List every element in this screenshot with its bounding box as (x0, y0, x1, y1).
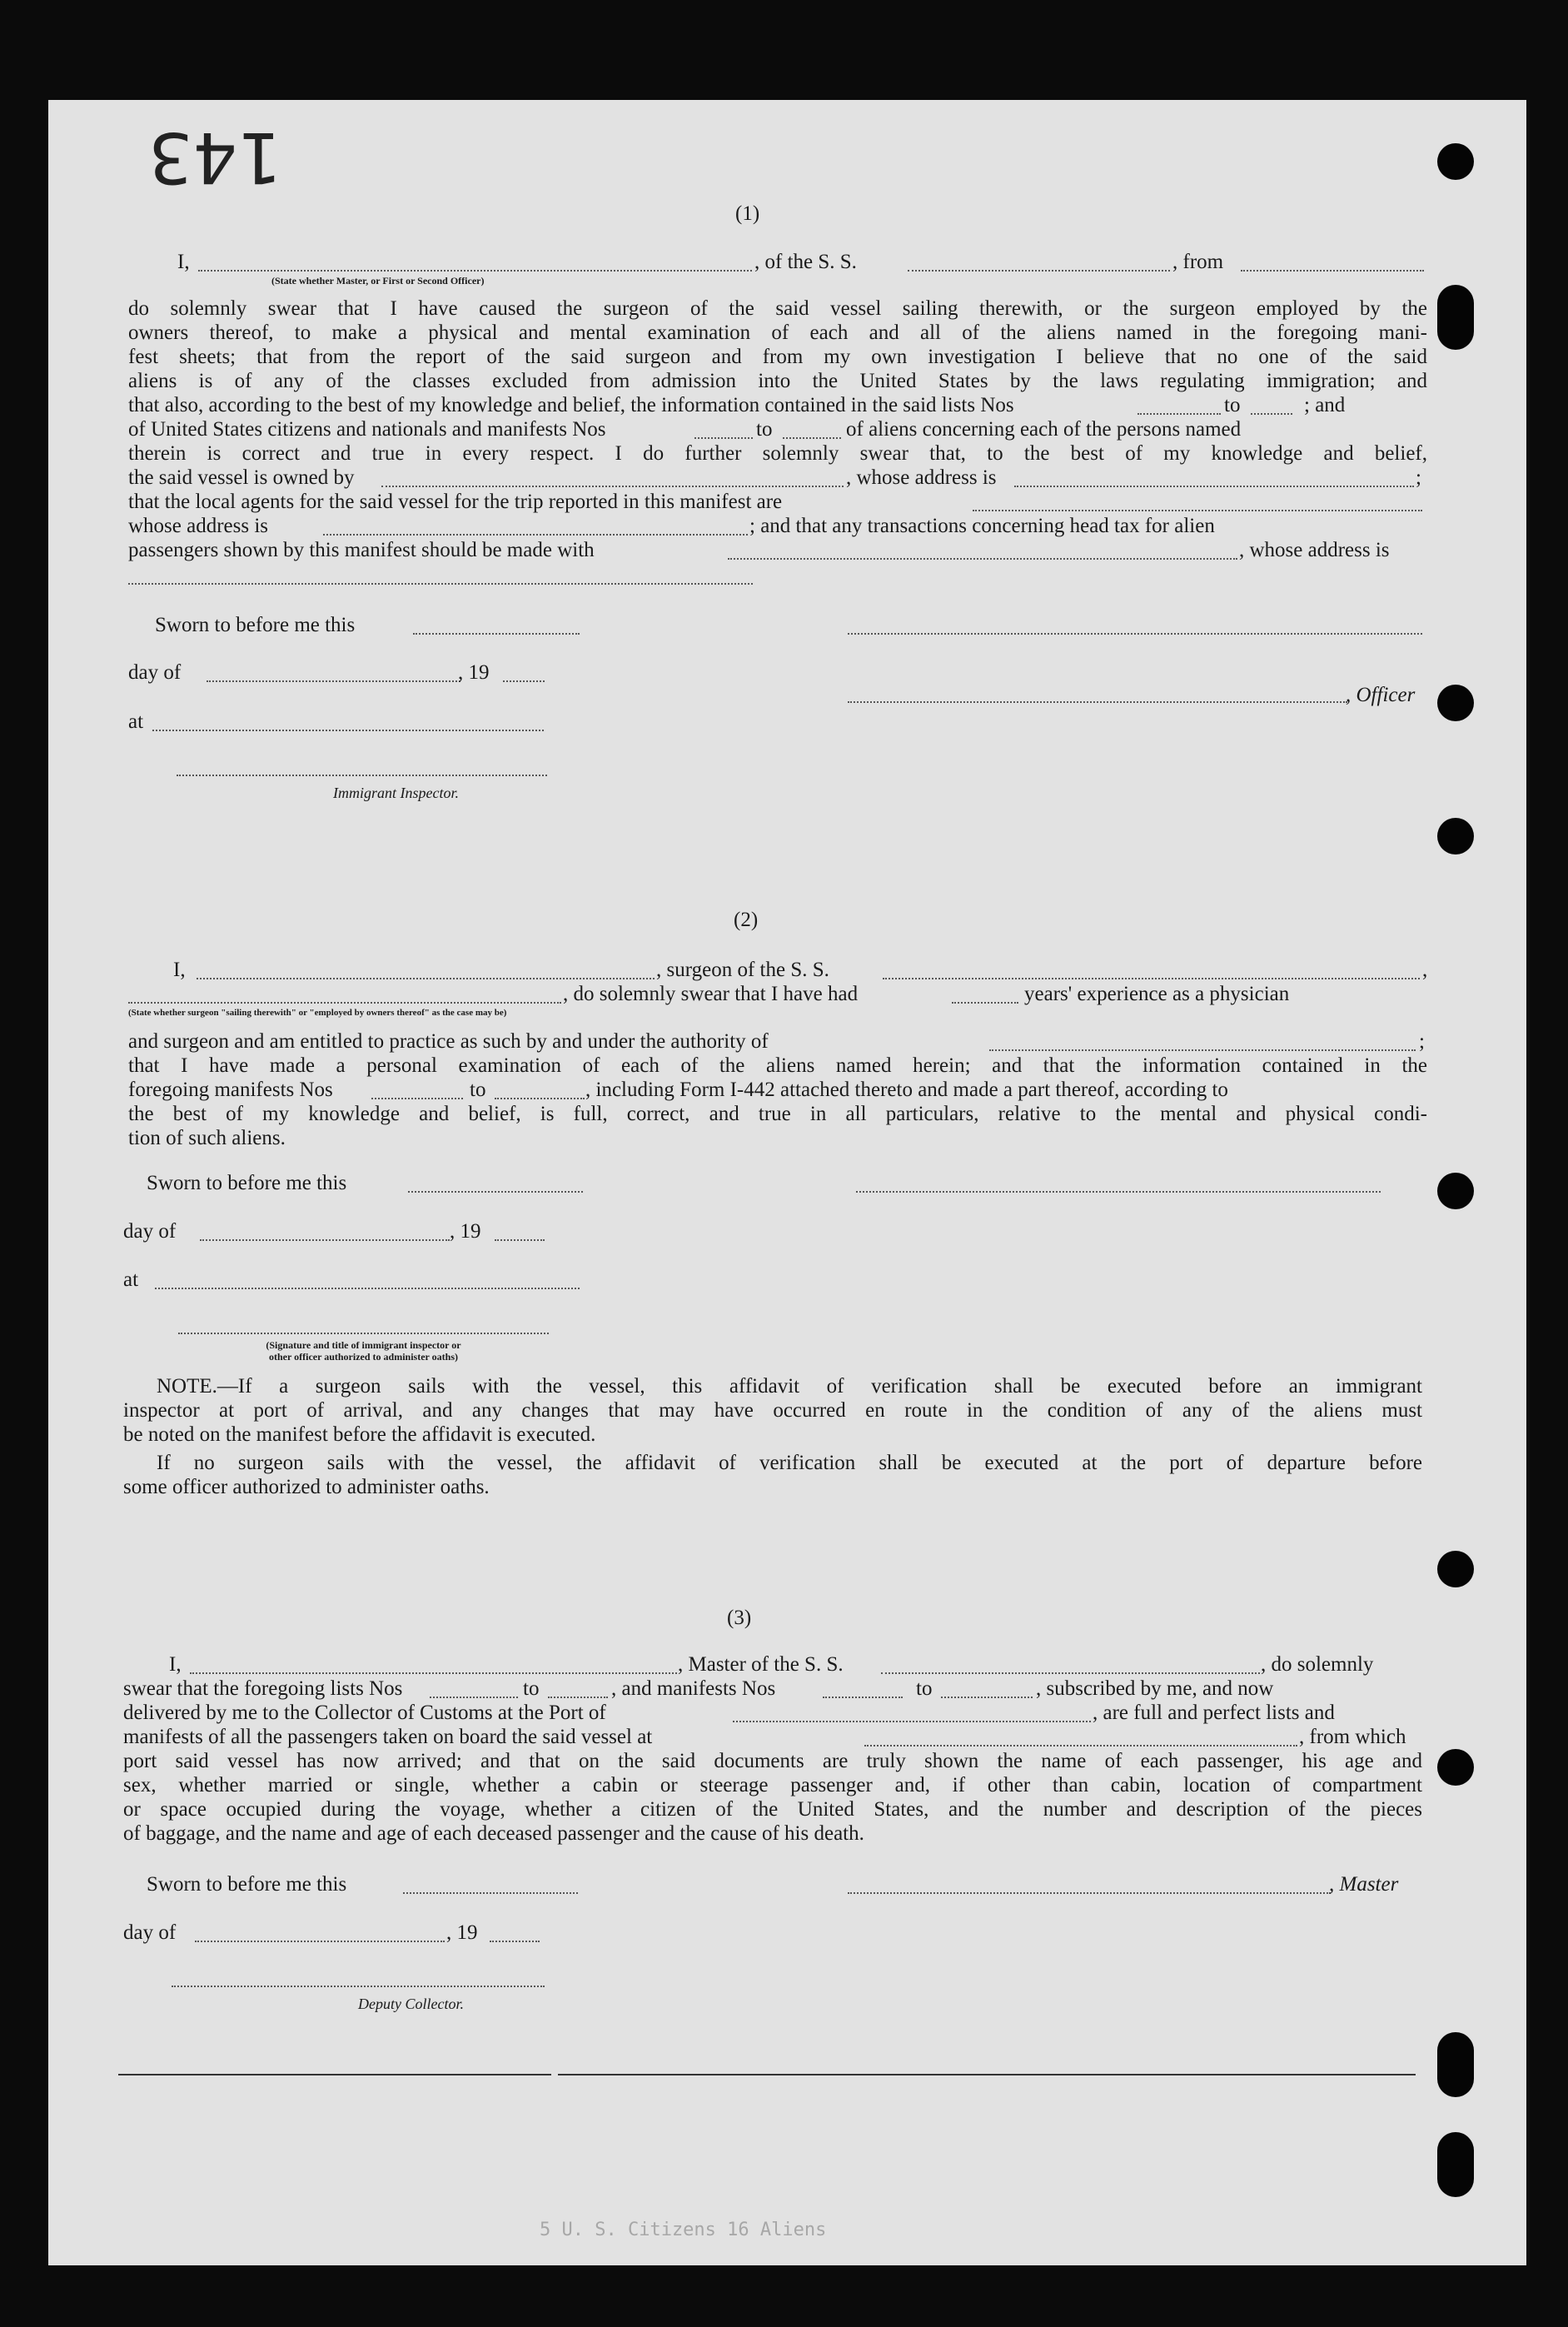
s3-master-of: , Master of the S. S. (678, 1653, 844, 1676)
s1-i-label: I, (177, 251, 190, 273)
s1-body-line: that the local agents for the said vessel for the trip reported in this manifest are (128, 491, 783, 513)
s1-semicolon: ; (1416, 466, 1421, 489)
s3-year-label: , 19 (446, 1921, 478, 1944)
s2-to-label: to (470, 1079, 486, 1101)
s2-tion: tion of such aliens. (128, 1127, 286, 1149)
s2-note-line: If no surgeon sails with the vessel, the affidavit of verification shall be executed at the port of departure before (157, 1452, 1422, 1474)
s1-officer-signature-line (848, 633, 1422, 635)
s2-sig-label-1: (Signature and title of immigrant inspector or (266, 1339, 461, 1351)
section-3-number: (3) (727, 1607, 752, 1629)
section-2-number: (2) (734, 909, 759, 931)
punch-hole (1437, 2132, 1474, 2197)
s1-transactions: ; and that any transactions concerning head tax for alien (749, 515, 1215, 537)
s1-to-label: to (1224, 394, 1241, 416)
s3-day-of-label: day of (123, 1921, 177, 1944)
s2-personal: that I have made a personal examination of each of the aliens named herein; and that the information contained in the (128, 1054, 1427, 1077)
s3-body-line: port said vessel has now arrived; and that on the said documents are truly shown the name of each passenger, his age and (123, 1750, 1422, 1772)
punch-hole (1437, 685, 1474, 721)
s2-foregoing: foregoing manifests Nos (128, 1079, 333, 1101)
s1-whose-address: , whose address is (846, 466, 997, 489)
s2-best: the best of my knowledge and belief, is full, correct, and true in all particulars, relative to the mental and physical condi- (128, 1103, 1427, 1125)
s2-note-line: inspector at port of arrival, and any changes that may have occurred en route in the condition of any of the aliens must (123, 1399, 1422, 1422)
s2-year-label: , 19 (450, 1220, 481, 1243)
s2-sig-label-2: other officer authorized to administer oaths) (269, 1351, 458, 1363)
s1-inspector-label: Immigrant Inspector. (333, 785, 459, 801)
s1-body-line: owners thereof, to make a physical and mental examination of each and all of the aliens named in the foregoing mani- (128, 321, 1427, 344)
s2-note-line: some officer authorized to administer oaths. (123, 1476, 490, 1498)
s3-master-label: , Master (1329, 1873, 1399, 1896)
bleedthrough-tally: 5 U. S. Citizens 16 Aliens (540, 2220, 827, 2240)
s1-body-line: of United States citizens and nationals and manifests Nos (128, 418, 606, 441)
s1-body-line: whose address is (128, 515, 269, 537)
s3-line4a: manifests of all the passengers taken on board the said vessel at (123, 1726, 653, 1748)
s2-semicolon: ; (1419, 1030, 1425, 1053)
s2-do-solemnly: , do solemnly swear that I have had (563, 983, 859, 1005)
s1-body-line: do solemnly swear that I have caused the surgeon of the said vessel sailing therewith, or the surgeon employed by the (128, 297, 1427, 320)
s3-line4b: , from which (1299, 1726, 1406, 1748)
s1-to-label: to (756, 418, 773, 441)
s1-day-of-label: day of (128, 661, 182, 684)
s1-body-line: the said vessel is owned by (128, 466, 355, 489)
s3-master-signature-line (848, 1892, 1331, 1894)
bottom-rule (118, 2074, 551, 2075)
s1-officer-sublabel: (State whether Master, or First or Second Officer) (271, 275, 485, 287)
s3-line2a: swear that the foregoing lists Nos (123, 1677, 403, 1700)
s1-sworn-label: Sworn to before me this (155, 614, 356, 636)
s2-note-line: NOTE.—If a surgeon sails with the vessel, this affidavit of verification shall be executed before an immigrant (157, 1375, 1422, 1398)
section-1-number: (1) (735, 202, 760, 225)
s1-of-aliens: of aliens concerning each of the persons named (846, 418, 1242, 441)
handwritten-page-number: 143 (148, 117, 282, 198)
s1-inspector-signature-line (177, 775, 547, 776)
s2-surgeon-signature-line (856, 1191, 1381, 1193)
s1-from-label: , from (1172, 251, 1224, 273)
s3-line2b: , and manifests Nos (611, 1677, 776, 1700)
manifest-page (48, 100, 1526, 2265)
s3-body-line: sex, whether married or single, whether a cabin or steerage passenger and, if other than cabin, location of compartment (123, 1774, 1422, 1796)
s2-i-label: I, (173, 959, 186, 981)
punch-hole (1437, 1551, 1474, 1587)
s3-i-label: I, (169, 1653, 182, 1676)
s3-line2c: , subscribed by me, and now (1036, 1677, 1274, 1700)
punch-hole (1437, 1749, 1474, 1786)
s1-whose-address-end: , whose address is (1239, 539, 1390, 561)
punch-hole (1437, 818, 1474, 855)
s2-inspector-signature-line (178, 1333, 549, 1334)
punch-hole (1437, 285, 1474, 350)
s2-sworn-label: Sworn to before me this (147, 1172, 347, 1194)
s1-body-line: therein is correct and true in every respect. I do further solemnly swear that, to the best of my knowledge and belief, (128, 442, 1427, 465)
s2-authority: and surgeon and am entitled to practice as such by and under the authority of (128, 1030, 769, 1053)
s3-deputy-label: Deputy Collector. (358, 1996, 464, 2012)
s1-of-ss-label: , of the S. S. (754, 251, 857, 273)
s2-day-of-label: day of (123, 1220, 177, 1243)
s1-officer-field (198, 270, 752, 272)
s3-do-solemnly: , do solemnly (1261, 1653, 1374, 1676)
bottom-rule (558, 2074, 1416, 2075)
punch-hole (1437, 2032, 1474, 2097)
s2-surgeon-of: , surgeon of the S. S. (656, 959, 829, 981)
s3-line3a: delivered by me to the Collector of Customs at the Port of (123, 1702, 606, 1724)
punch-hole (1437, 143, 1474, 180)
s2-years-experience: years' experience as a physician (1024, 983, 1290, 1005)
s1-body-line: that also, according to the best of my knowledge and belief, the information contained in the said lists Nos (128, 394, 1014, 416)
s1-body-line: aliens is of any of the classes excluded from admission into the United States by the laws regulating immigration; and (128, 370, 1427, 392)
s3-to-label: to (916, 1677, 933, 1700)
s2-comma: , (1422, 959, 1428, 981)
s1-vessel-field (908, 270, 1170, 272)
punch-hole (1437, 1173, 1474, 1209)
s2-including: , including Form I-442 attached thereto and made a part thereof, according to (585, 1079, 1228, 1101)
s3-line3b: , are full and perfect lists and (1093, 1702, 1335, 1724)
s1-from-field (1241, 270, 1424, 272)
s2-at-label: at (123, 1268, 139, 1291)
s3-collector-signature-line (172, 1986, 545, 1987)
s1-officer-label: , Officer (1346, 684, 1416, 706)
s3-body-line: or space occupied during the voyage, whether a citizen of the United States, and the number and description of the pieces (123, 1798, 1422, 1821)
s1-at-label: at (128, 710, 144, 733)
s3-sworn-label: Sworn to before me this (147, 1873, 347, 1896)
s1-year-label: , 19 (458, 661, 490, 684)
s3-to-label: to (523, 1677, 540, 1700)
s1-body-line: passengers shown by this manifest should be made with (128, 539, 595, 561)
s1-body-line: fest sheets; that from the report of the said surgeon and from my own investigation I believe that no one of the said (128, 346, 1427, 368)
s3-body-line: of baggage, and the name and age of each deceased passenger and the cause of his death. (123, 1822, 864, 1845)
s2-surgeon-sublabel: (State whether surgeon "sailing therewith" or "employed by owners thereof" as the case may be) (128, 1008, 507, 1018)
s2-note-line: be noted on the manifest before the affidavit is executed. (123, 1423, 596, 1446)
s1-semicolon-and: ; and (1304, 394, 1346, 416)
